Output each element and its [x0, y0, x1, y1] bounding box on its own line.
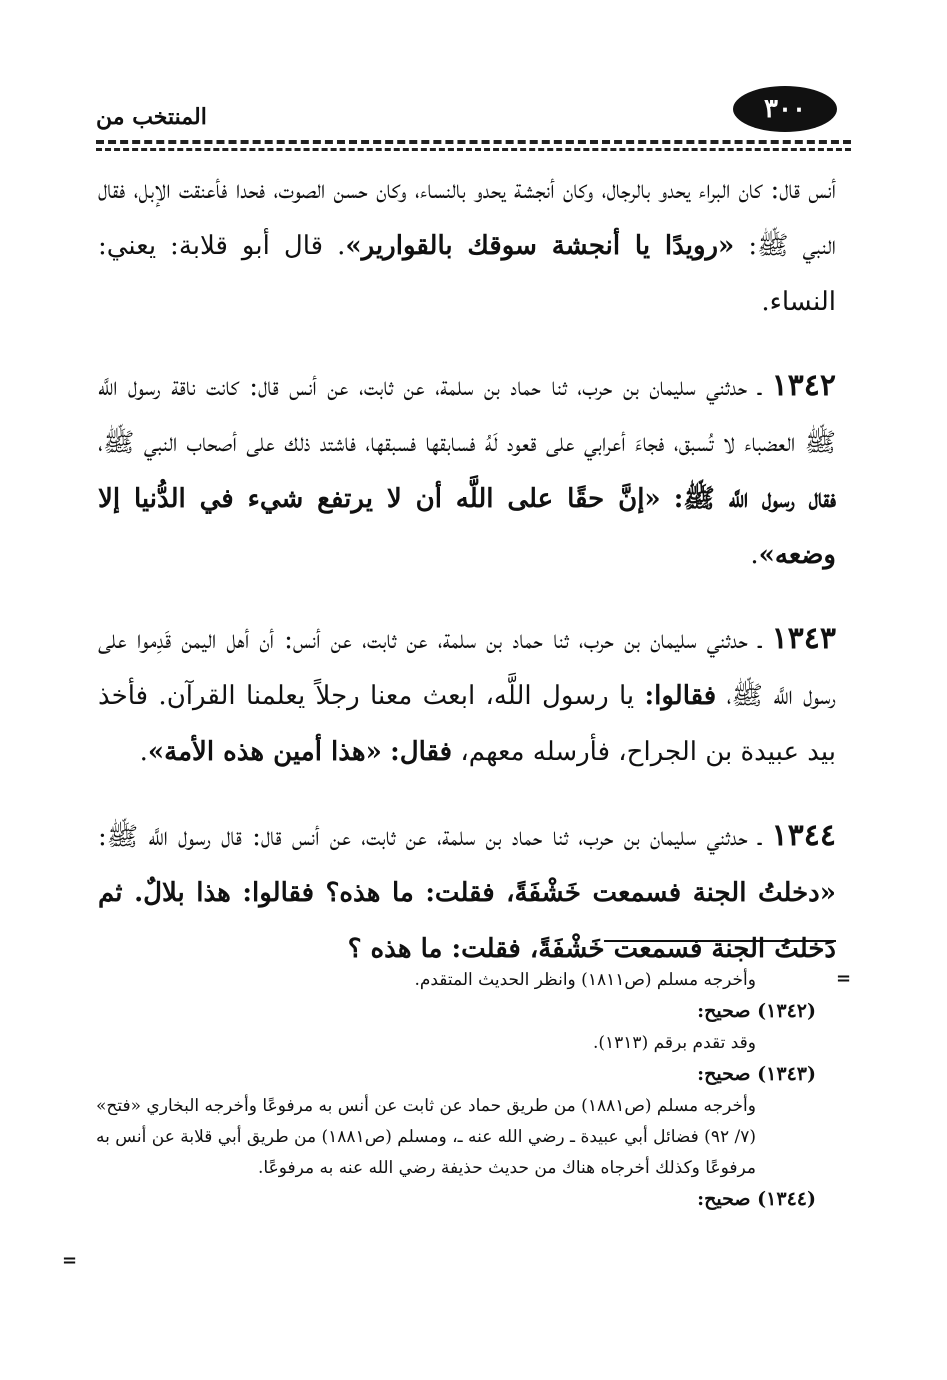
header-divider-second: [96, 148, 851, 151]
hadith-bold-text: فقال رسول اللَّه ﷺ:: [673, 484, 836, 514]
footnotes: [96, 965, 816, 1216]
header-divider: [96, 140, 851, 144]
footnote-text: وقد تقدم برقم (١٣١٣).: [592, 1033, 756, 1053]
footnote-1343: [96, 1059, 816, 1091]
footnote-label: (١٣٤٤) صحيح:: [697, 1188, 816, 1210]
hadith-number: ١٣٤٤: [771, 818, 836, 853]
hadith-tail: .: [139, 737, 148, 767]
hadith-bold-text: فقالوا:: [644, 681, 717, 711]
book-title: المنتخب من: [96, 104, 207, 130]
hadith-text: ـ حدثني سليمان بن حرب، ثنا حماد بن سلمة، عن ثابت، عن أنس قال: قال رسول اللَّه ﷺ:: [98, 822, 762, 852]
hadith-text: ـ حدثني سليمان بن حرب، ثنا حماد بن سلمة، عن ثابت، عن أنس قال: كانت ناقة رسول اللَّه ﷺ العضباء لا تُسبق، فجاءَ أعرابي على قعود لَهُ فسابقها فسبقها، فاشتد ذلك على أصحاب النبي ﷺ،: [98, 372, 836, 458]
prophetic-quote: «رويدًا يا أنجشة سوقك بالقوارير»: [345, 231, 735, 261]
paragraph-continued: [98, 162, 836, 330]
hadith-number: ١٣٤٢: [771, 368, 837, 403]
hadith-1342: [98, 358, 836, 583]
hadith-tail: .: [750, 540, 759, 570]
page-number-badge: [733, 86, 837, 132]
paragraph-tail: . قال أبو قلابة: يعني: النساء.: [98, 231, 836, 317]
footnote-label: (١٣٤٢) صحيح:: [697, 1000, 816, 1022]
footnote-1344: [96, 1184, 816, 1216]
hadith-1344: [98, 808, 836, 977]
main-text: [98, 162, 836, 1005]
footnote-text: وأخرجه مسلم (ص١٨٨١) من طريق حماد عن ثابت عن أنس به مرفوعًا وأخرجه البخاري «فتح» (٧/ ٩٢) فضائل أبي عبيدة ـ رضي الله عنه ـ، ومسلم (ص١٨٨١) من طريق أبي قلابة عن أنس به مرفوعًا وكذلك أخرجاه هناك من حديث حذيفة رضي الله عنه به مرفوعًا.: [96, 1096, 756, 1178]
continuation-mark: =: [836, 968, 852, 989]
prophetic-quote: «إنَّ حقًا على اللَّه أن لا يرتفع شيء في الدُّنيا إلا وضعه»: [98, 484, 836, 570]
hadith-bold-text-second: فقال:: [390, 737, 453, 767]
hadith-text: ـ حدثني سليمان بن حرب، ثنا حماد بن سلمة، عن ثابت، عن أنس: أن أهل اليمن قَدِموا على رسول اللَّه ﷺ،: [98, 625, 836, 711]
footnote-label: (١٣٤٣) صحيح:: [697, 1063, 816, 1085]
hadith-1343: [98, 611, 836, 780]
prophetic-quote: «هذا أمين هذه الأمة»: [147, 737, 382, 767]
footnote-separator: [604, 940, 836, 942]
paragraph-text: أنس قال: كان البراء يحدو بالرجال، وكان أنجشة يحدو بالنساء، وكان حسن الصوت، فحدا فأعنقت الإبل، فقال النبي ﷺ:: [98, 175, 836, 261]
prophetic-quote: «دخلتُ الجنة فسمعت خَشْفَةً، فقلت: ما هذه؟ فقالوا: هذا بلالٌ. ثم دَخلتُ الجنة فسمعت خَشْفَةً، فقلت: ما هذه ؟: [98, 878, 836, 964]
footnote-text: وأخرجه مسلم (ص١٨١١) وانظر الحديث المتقدم.: [414, 970, 756, 990]
page-number: ٣٠٠: [764, 94, 806, 124]
footnote-1342: [96, 996, 816, 1028]
hadith-text-continued: يا رسول اللَّه، ابعث معنا رجلاً يعلمنا القرآن. فأخذ بيد عبيدة بن الجراح، فأرسله معهم،: [98, 681, 836, 767]
hadith-number: ١٣٤٣: [771, 621, 837, 656]
continuation-mark-bottom: =: [62, 1250, 78, 1271]
